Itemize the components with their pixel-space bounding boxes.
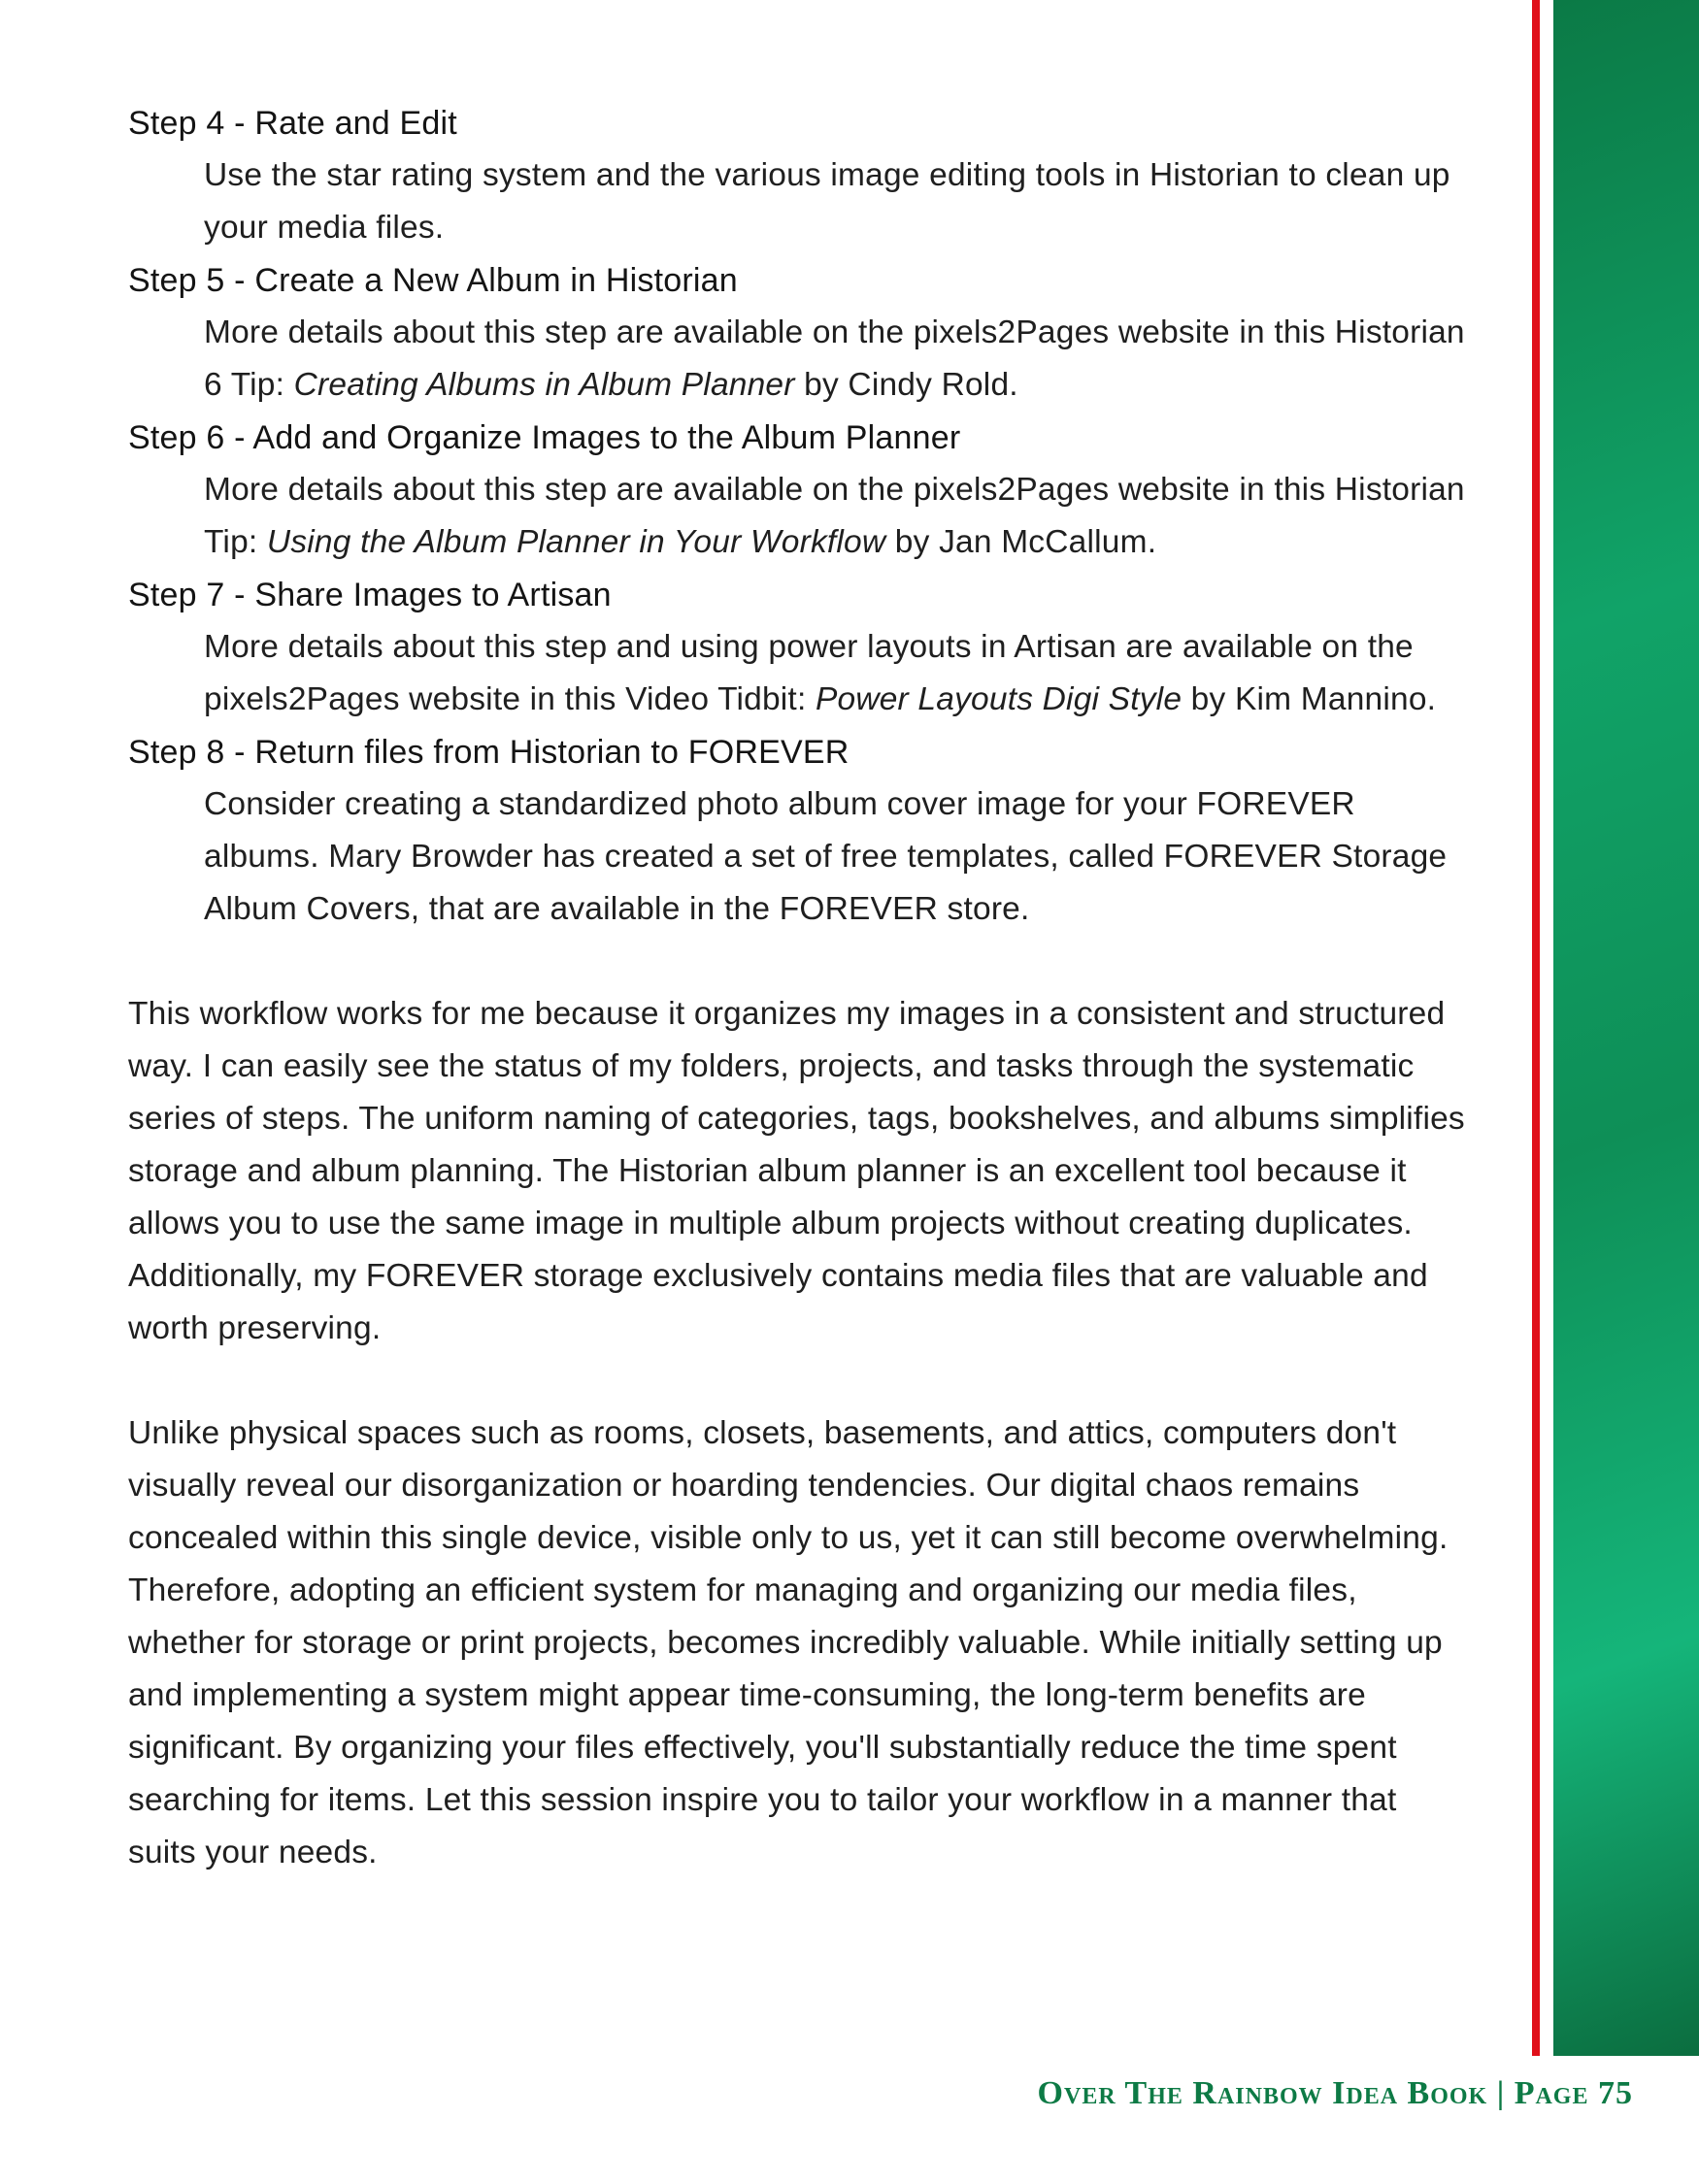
article-title: Creating Albums in Album Planner (293, 367, 795, 403)
spacer (128, 936, 1468, 988)
step-7 (128, 569, 1468, 726)
step-text: More details about this step and using power layouts in Artisan are available on the pixels2Pages website in this Video Tidbit: (204, 629, 1414, 717)
main-content (128, 97, 1468, 1879)
spacer (128, 1355, 1468, 1407)
step-text: Use the star rating system and the various image editing tools in Historian to clean up your media files. (204, 157, 1450, 246)
page-footer: Over The Rainbow Idea Book | Page 75 (1037, 2075, 1633, 2111)
step-description (204, 149, 1468, 254)
step-5 (128, 254, 1468, 412)
step-description (204, 778, 1468, 936)
step-6 (128, 412, 1468, 569)
red-vertical-rule (1532, 0, 1540, 2056)
step-text: More details about this step are available on the pixels2Pages website in this Historian 6 Tip: (204, 314, 1465, 403)
step-author: by Kim Mannino. (1182, 681, 1437, 717)
step-title: Step 7 - Share Images to Artisan (128, 577, 612, 613)
step-8 (128, 726, 1468, 936)
step-description (204, 307, 1468, 412)
article-title: Power Layouts Digi Style (815, 681, 1183, 717)
step-author: by Cindy Rold. (794, 367, 1018, 403)
step-title: Step 8 - Return files from Historian to FOREVER (128, 734, 850, 771)
step-4 (128, 97, 1468, 254)
green-side-band (1553, 0, 1699, 2056)
step-text: Consider creating a standardized photo album cover image for your FOREVER albums. Mary Browder has created a set of free templates, called FOREVER Storage Album Covers, that are available in the FOREVER store. (204, 786, 1448, 927)
step-title: Step 4 - Rate and Edit (128, 105, 457, 142)
step-text: More details about this step are available on the pixels2Pages website in this Historian Tip: (204, 472, 1465, 560)
step-title: Step 5 - Create a New Album in Historian (128, 262, 738, 299)
step-description (204, 621, 1468, 726)
workflow-paragraph: This workflow works for me because it organizes my images in a consistent and structured way. I can easily see the status of my folders, projects, and tasks through the systematic series of steps. The uniform naming of categories, tags, bookshelves, and albums simplifies storage and album planning. The Historian album planner is an excellent tool because it allows you to use the same image in multiple album projects without creating duplicates. Additionally, my FOREVER storage exclusively contains media files that are valuable and worth preserving. (128, 996, 1465, 1346)
step-author: by Jan McCallum. (885, 524, 1157, 560)
article-title: Using the Album Planner in Your Workflow (266, 524, 886, 560)
conclusion-paragraph: Unlike physical spaces such as rooms, closets, basements, and attics, computers don't visually reveal our disorganization or hoarding tendencies. Our digital chaos remains concealed within this single device, visible only to us, yet it can still become overwhelming. Therefore, adopting an efficient system for managing and organizing our media files, whether for storage or print projects, becomes incredibly valuable. While initially setting up and implementing a system might appear time-consuming, the long-term benefits are significant. By organizing your files effectively, you'll substantially reduce the time spent searching for items. Let this session inspire you to tailor your workflow in a manner that suits your needs. (128, 1415, 1449, 1870)
step-description (204, 464, 1468, 569)
step-title: Step 6 - Add and Organize Images to the Album Planner (128, 419, 961, 456)
